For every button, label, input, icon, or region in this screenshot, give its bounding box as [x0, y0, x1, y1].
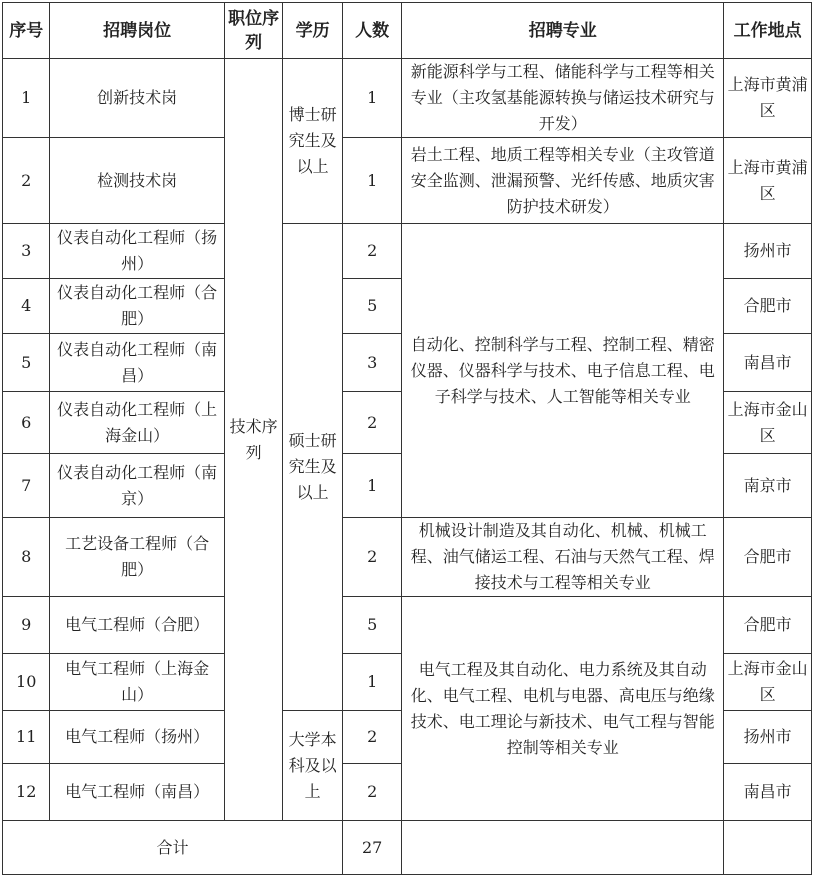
total-label: 合计: [3, 821, 343, 875]
position-cell: 电气工程师（合肥）: [50, 597, 225, 654]
header-position: 招聘岗位: [50, 3, 225, 59]
location-cell: 南昌市: [724, 334, 812, 392]
major-cell: 机械设计制造及其自动化、机械、机械工程、油气储运工程、石油与天然气工程、焊接技术与工程等相关专业: [402, 518, 724, 597]
major-cell: 自动化、控制科学与工程、控制工程、精密仪器、仪器科学与技术、电子信息工程、电子科学与技术、人工智能等相关专业: [402, 224, 724, 518]
table-row: [3, 518, 812, 597]
location-cell: 上海市黄浦区: [724, 59, 812, 138]
seq-cell: 9: [3, 597, 50, 654]
seq-cell: 2: [3, 138, 50, 224]
count-cell: 5: [342, 279, 402, 334]
seq-cell: 3: [3, 224, 50, 279]
seq-type-cell: 技术序列: [224, 59, 283, 821]
total-major-empty: [402, 821, 724, 875]
count-cell: 2: [342, 711, 402, 764]
total-row: [3, 821, 812, 875]
position-cell: 电气工程师（扬州）: [50, 711, 225, 764]
position-cell: 电气工程师（上海金山）: [50, 654, 225, 711]
location-cell: 南昌市: [724, 764, 812, 821]
location-cell: 扬州市: [724, 711, 812, 764]
seq-cell: 1: [3, 59, 50, 138]
header-seq-type: 职位序列: [224, 3, 283, 59]
major-cell: 电气工程及其自动化、电力系统及其自动化、电气工程、电机与电器、高电压与绝缘技术、电工理论与新技术、电气工程与智能控制等相关专业: [402, 597, 724, 821]
count-cell: 1: [342, 138, 402, 224]
location-cell: 合肥市: [724, 518, 812, 597]
header-education: 学历: [283, 3, 343, 59]
count-cell: 2: [342, 518, 402, 597]
seq-cell: 10: [3, 654, 50, 711]
header-row: [3, 3, 812, 59]
count-cell: 5: [342, 597, 402, 654]
location-cell: 合肥市: [724, 597, 812, 654]
count-cell: 2: [342, 764, 402, 821]
location-cell: 上海市金山区: [724, 392, 812, 454]
seq-cell: 7: [3, 454, 50, 518]
count-cell: 1: [342, 454, 402, 518]
recruitment-table: [2, 2, 812, 875]
location-cell: 合肥市: [724, 279, 812, 334]
location-cell: 上海市黄浦区: [724, 138, 812, 224]
header-count: 人数: [342, 3, 402, 59]
position-cell: 仪表自动化工程师（上海金山）: [50, 392, 225, 454]
education-cell: 硕士研究生及以上: [283, 224, 343, 711]
position-cell: 检测技术岗: [50, 138, 225, 224]
position-cell: 仪表自动化工程师（南昌）: [50, 334, 225, 392]
table-row: [3, 224, 812, 279]
total-location-empty: [724, 821, 812, 875]
position-cell: 电气工程师（南昌）: [50, 764, 225, 821]
position-cell: 仪表自动化工程师（扬州）: [50, 224, 225, 279]
count-cell: 3: [342, 334, 402, 392]
header-major: 招聘专业: [402, 3, 724, 59]
seq-cell: 12: [3, 764, 50, 821]
count-cell: 1: [342, 59, 402, 138]
major-cell: 岩土工程、地质工程等相关专业（主攻管道安全监测、泄漏预警、光纤传感、地质灾害防护技术研发）: [402, 138, 724, 224]
education-cell: 博士研究生及以上: [283, 59, 343, 224]
major-cell: 新能源科学与工程、储能科学与工程等相关专业（主攻氢基能源转换与储运技术研究与开发）: [402, 59, 724, 138]
table-row: [3, 138, 812, 224]
header-location: 工作地点: [724, 3, 812, 59]
location-cell: 南京市: [724, 454, 812, 518]
seq-cell: 11: [3, 711, 50, 764]
header-seq: 序号: [3, 3, 50, 59]
seq-cell: 6: [3, 392, 50, 454]
seq-cell: 5: [3, 334, 50, 392]
position-cell: 仪表自动化工程师（合肥）: [50, 279, 225, 334]
seq-cell: 8: [3, 518, 50, 597]
position-cell: 工艺设备工程师（合肥）: [50, 518, 225, 597]
count-cell: 2: [342, 392, 402, 454]
location-cell: 扬州市: [724, 224, 812, 279]
count-cell: 1: [342, 654, 402, 711]
position-cell: 创新技术岗: [50, 59, 225, 138]
count-cell: 2: [342, 224, 402, 279]
table-row: [3, 59, 812, 138]
table-row: [3, 597, 812, 654]
seq-cell: 4: [3, 279, 50, 334]
total-count: 27: [342, 821, 402, 875]
education-cell: 大学本科及以上: [283, 711, 343, 821]
position-cell: 仪表自动化工程师（南京）: [50, 454, 225, 518]
location-cell: 上海市金山区: [724, 654, 812, 711]
